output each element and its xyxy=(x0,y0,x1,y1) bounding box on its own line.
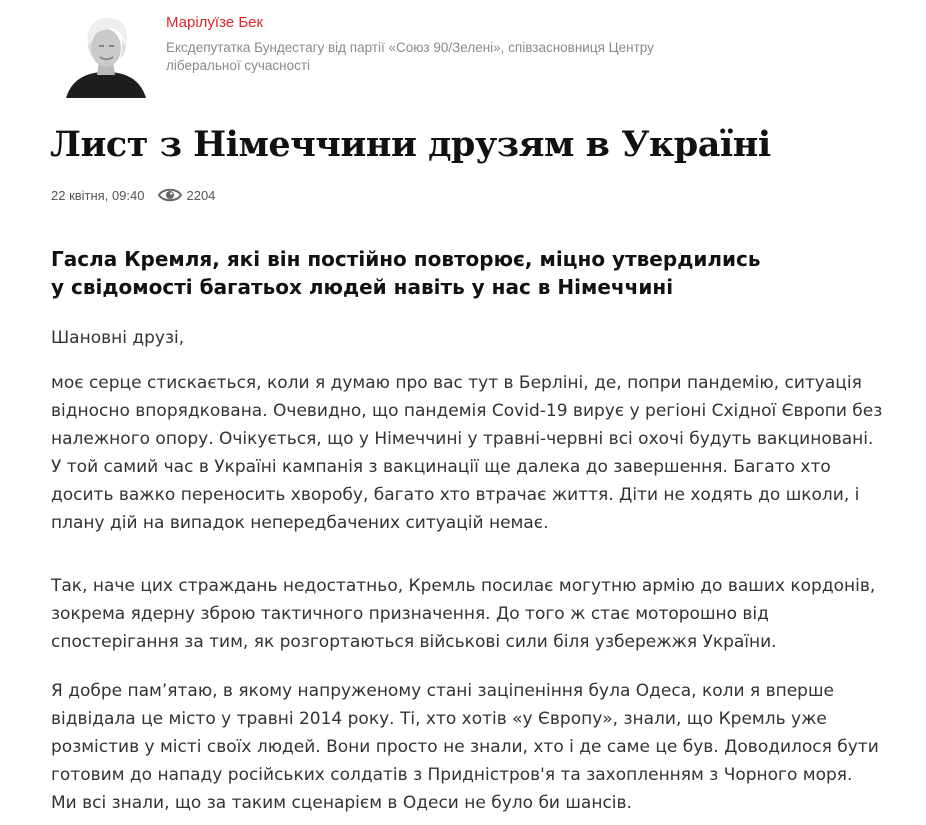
paragraph-line: Так, наче цих страждань недостатньо, Кремль посилає могутню армію до ваших кордонів, xyxy=(51,576,876,596)
author-block xyxy=(62,12,762,100)
paragraph-line: моє серце стискається, коли я думаю про вас тут в Берліні, де, попри пандемію, ситуація xyxy=(51,373,862,393)
eye-icon xyxy=(158,187,182,203)
paragraph-1 xyxy=(51,369,891,537)
article-lead xyxy=(51,245,851,301)
paragraph-line: розмістив у місті своїх людей. Вони просто не знали, хто і де саме це був. Доводилося бути xyxy=(51,737,879,757)
author-description: Ексдепутатка Бундестагу від партії «Союз 90/Зелені», співзасновниця Центру ліберальної сучасності xyxy=(166,40,654,73)
paragraph-line: відвідала це місто у травні 2014 року. Ті, хто хотів «у Європу», знали, що Кремль уже xyxy=(51,709,827,729)
paragraph-line: У той самий час в Україні кампанія з вакцинації ще далека до завершення. Багато хто xyxy=(51,457,831,477)
lead-line: Гасла Кремля, які він постійно повторює, міцно утвердились xyxy=(51,247,761,271)
paragraph-3 xyxy=(51,677,891,817)
paragraph-line: Ми всі знали, що за таким сценарієм в Одеси не було би шансів. xyxy=(51,793,632,813)
paragraph-line: Я добре пам’ятаю, в якому напруженому стані заціпеніння була Одеса, коли я вперше xyxy=(51,681,834,701)
paragraph-greeting xyxy=(51,324,891,352)
article-meta xyxy=(51,185,215,205)
author-name-link[interactable]: Марілуїзе Бек xyxy=(166,14,264,31)
paragraph-line: Шановні друзі, xyxy=(51,328,185,348)
paragraph-line: відносно впорядкована. Очевидно, що пандемія Covid-19 вирує у регіоні Східної Європи без xyxy=(51,401,883,421)
paragraph-line: зокрема ядерну зброю тактичного призначення. До того ж стає моторошно від xyxy=(51,604,769,624)
paragraph-line: досить важко переносить хворобу, багато хто втрачає життя. Діти не ходять до школи, і xyxy=(51,485,860,505)
paragraph-line: спостерігання за тим, як розгортаються військові сили біля узбережжя України. xyxy=(51,632,777,652)
paragraph-line: плану дій на випадок непередбачених ситуацій немає. xyxy=(51,513,549,533)
lead-line: у свідомості багатьох людей навіть у нас в Німеччині xyxy=(51,275,674,299)
paragraph-line: готовим до нападу російських солдатів з Придністров'я та захопленням з Чорного моря. xyxy=(51,765,853,785)
author-photo-icon xyxy=(62,12,150,98)
publish-date: 22 квітня, 09:40 xyxy=(51,187,145,203)
views-count: 2204 xyxy=(186,187,216,203)
paragraph-line: належного опору. Очікується, що у Німеччині у травні-червні всі охочі будуть вакциновані. xyxy=(51,429,874,449)
paragraph-2 xyxy=(51,572,891,656)
article-title: Лист з Німеччини друзям в Україні xyxy=(50,124,771,165)
author-avatar[interactable] xyxy=(62,12,150,98)
